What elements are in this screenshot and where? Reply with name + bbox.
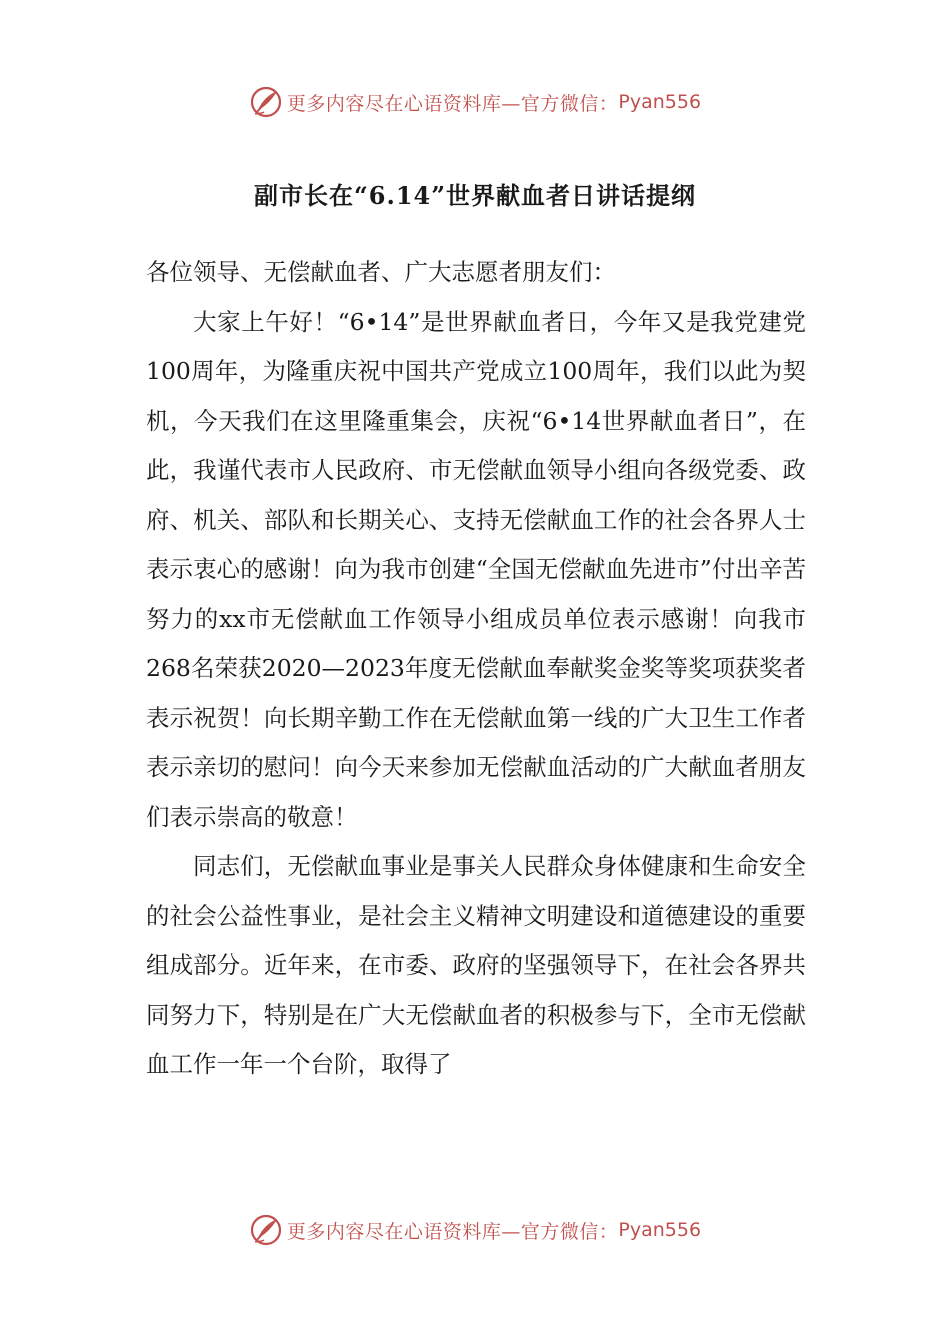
banner-wechat-id: Pyan556 bbox=[618, 91, 702, 113]
salutation: 各位领导、无偿献血者、广大志愿者朋友们： bbox=[146, 258, 616, 286]
document-title: 副市长在“6.14”世界献血者日讲话提纲 bbox=[253, 181, 697, 210]
paragraph-2: 同志们，无偿献血事业是事关人民群众身体健康和生命安全的社会公益性事业，是社会主义精神文明建设和道德建设的重要组成部分。近年来，在市委、政府的坚强领导下，在社会各界共同努力下，特别是在广大无偿献血者的积极参与下，全市无偿献血工作一年一个台阶，取得了 bbox=[146, 852, 806, 1078]
banner-wechat-id: Pyan556 bbox=[618, 1219, 702, 1241]
document-body bbox=[146, 248, 806, 1090]
header-watermark-banner bbox=[0, 82, 950, 122]
paragraph-1: 大家上午好！“6•14”是世界献血者日，今年又是我党建党100周年，为隆重庆祝中国共产党成立100周年，我们以此为契机，今天我们在这里隆重集会，庆祝“6•14世界献血者日”，在此，我谨代表市人民政府、市无偿献血领导小组向各级党委、政府、机关、部队和长期关心、支持无偿献血工作的社会各界人士表示衷心的感谢！向为我市创建“全国无偿献血先进市”付出辛苦努力的xx市无偿献血工作领导小组成员单位表示感谢！向我市268名荣获2020—2023年度无偿献血奉献奖金奖等奖项获奖者表示祝贺！向长期辛勤工作在无偿献血第一线的广大卫生工作者表示亲切的慰问！向今天来参加无偿献血活动的广大献血者朋友们表示崇高的敬意！ bbox=[146, 307, 806, 831]
banner-text: 更多内容尽在心语资料库—官方微信： bbox=[286, 1220, 619, 1243]
banner-text: 更多内容尽在心语资料库—官方微信： bbox=[286, 92, 619, 115]
quill-logo-icon bbox=[249, 85, 283, 119]
footer-watermark-banner bbox=[0, 1210, 950, 1250]
quill-logo-icon bbox=[249, 1213, 283, 1247]
